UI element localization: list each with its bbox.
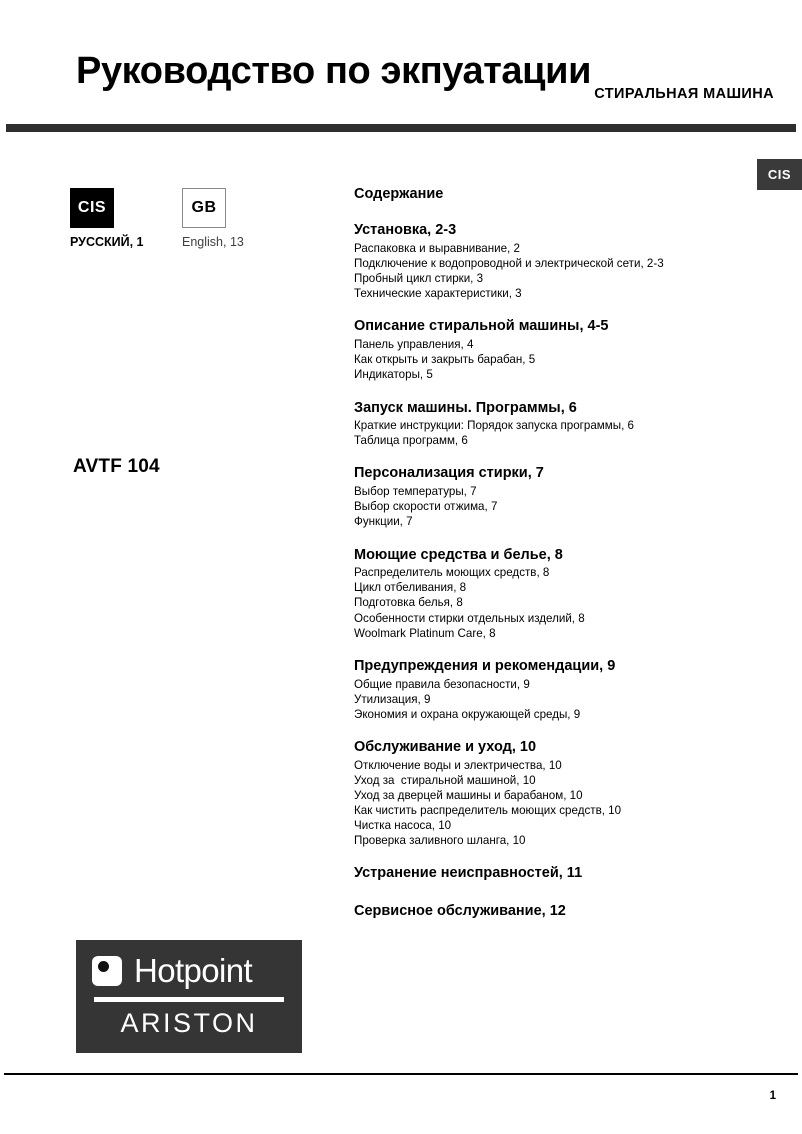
toc-section — [354, 864, 754, 883]
toc-section — [354, 546, 754, 641]
toc-entry[interactable]: Подключение к водопроводной и электрической сети, 2-3 — [354, 257, 664, 271]
toc-entry[interactable]: Выбор скорости отжима, 7 — [354, 500, 498, 514]
brand-subbrand: ARISTON — [120, 1008, 258, 1038]
toc-entry[interactable]: Пробный цикл стирки, 3 — [354, 272, 484, 286]
page-number: 1 — [769, 1090, 776, 1102]
toc-entry[interactable]: Как чистить распределитель моющих средств, 10 — [354, 803, 622, 817]
logo-divider — [94, 997, 284, 1002]
toc-heading: Содержание — [354, 186, 444, 202]
toc-entry[interactable]: Чистка насоса, 10 — [354, 818, 452, 832]
toc-section-title[interactable]: Моющие средства и белье, 8 — [354, 546, 563, 563]
language-block-cis — [70, 188, 144, 249]
toc-section — [354, 399, 754, 449]
toc-section-title[interactable]: Устранение неисправностей, 11 — [354, 864, 583, 881]
toc-section — [354, 221, 754, 301]
toc-entry[interactable]: Таблица программ, 6 — [354, 434, 468, 448]
toc-entry[interactable]: Отключение воды и электричества, 10 — [354, 758, 562, 772]
cis-flag-badge: CIS — [70, 188, 114, 228]
side-language-tab-cis: CIS — [757, 159, 802, 190]
toc-section-title[interactable]: Запуск машины. Программы, 6 — [354, 399, 577, 416]
toc-entry[interactable]: Распаковка и выравнивание, 2 — [354, 242, 520, 256]
toc-entry[interactable]: Распределитель моющих средств, 8 — [354, 566, 550, 580]
toc-entry[interactable]: Утилизация, 9 — [354, 692, 431, 706]
logo-top-row — [92, 954, 252, 987]
toc-section — [354, 738, 754, 848]
toc-entry[interactable]: Уход за стиральной машиной, 10 — [354, 773, 536, 787]
table-of-contents — [354, 186, 754, 940]
toc-entry[interactable]: Особенности стирки отдельных изделий, 8 — [354, 611, 585, 625]
toc-entry[interactable]: Уход за дверцей машины и барабаном, 10 — [354, 788, 583, 802]
toc-section — [354, 657, 754, 722]
page-title: Руководство по экпуатации — [76, 50, 592, 93]
toc-entry[interactable]: Цикл отбеливания, 8 — [354, 581, 467, 595]
toc-entry[interactable]: Выбор температуры, 7 — [354, 485, 477, 499]
toc-entry[interactable]: Индикаторы, 5 — [354, 368, 433, 382]
brand-logo — [76, 940, 302, 1053]
document-subtitle: СТИРАЛЬНАЯ МАШИНА — [594, 86, 774, 102]
gb-flag-badge: GB — [182, 188, 226, 228]
toc-section — [354, 317, 754, 382]
toc-section-title[interactable]: Сервисное обслуживание, 12 — [354, 902, 566, 919]
toc-entry[interactable]: Как открыть и закрыть барабан, 5 — [354, 353, 536, 367]
toc-entry[interactable]: Краткие инструкции: Порядок запуска программы, 6 — [354, 419, 634, 433]
toc-entry[interactable]: Технические характеристики, 3 — [354, 287, 522, 301]
toc-section-title[interactable]: Описание стиральной машины, 4-5 — [354, 318, 609, 335]
cis-language-caption: РУССКИЙ, 1 — [70, 235, 144, 249]
toc-section — [354, 902, 754, 921]
footer-divider — [4, 1073, 798, 1075]
toc-entry[interactable]: Подготовка белья, 8 — [354, 596, 463, 610]
toc-section-title[interactable]: Установка, 2-3 — [354, 222, 457, 239]
toc-entry[interactable]: Экономия и охрана окружающей среды, 9 — [354, 707, 581, 721]
toc-section-list — [354, 221, 754, 920]
toc-entry[interactable]: Функции, 7 — [354, 515, 413, 529]
language-block-gb — [182, 188, 244, 249]
toc-entry[interactable]: Панель управления, 4 — [354, 338, 474, 352]
toc-section-title[interactable]: Персонализация стирки, 7 — [354, 465, 544, 482]
brand-wordmark: Hotpoint — [134, 952, 253, 989]
toc-entry[interactable]: Проверка заливного шланга, 10 — [354, 833, 526, 847]
gb-language-caption: English, 13 — [182, 235, 244, 249]
toc-section-title[interactable]: Предупреждения и рекомендации, 9 — [354, 657, 616, 674]
toc-section-title[interactable]: Обслуживание и уход, 10 — [354, 738, 537, 755]
header-divider — [6, 124, 796, 132]
toc-entry[interactable]: Woolmark Platinum Care, 8 — [354, 626, 496, 640]
door-dot-icon — [98, 961, 109, 972]
toc-section — [354, 464, 754, 529]
toc-entry[interactable]: Общие правила безопасности, 9 — [354, 677, 530, 691]
washing-machine-door-icon — [92, 956, 122, 986]
model-name: AVTF 104 — [73, 456, 160, 477]
